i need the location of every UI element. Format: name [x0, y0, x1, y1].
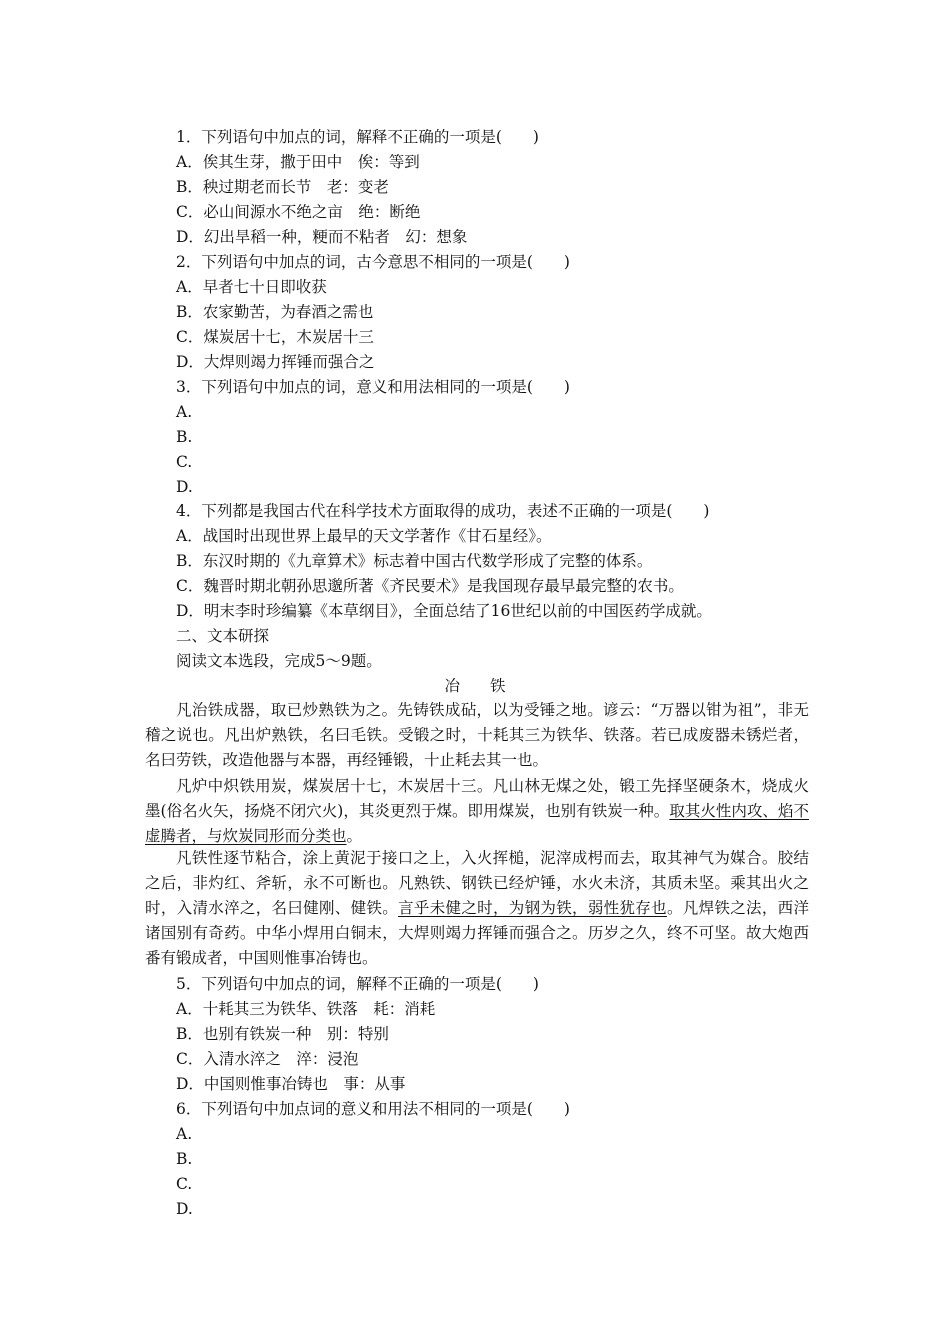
q4-option-c: C．魏晋时期北朝孙思邈所著《齐民要术》是我国现存最早最完整的农书。: [176, 577, 684, 595]
q4-option-a: A．战国时出现世界上最早的天文学著作《甘石星经》。: [176, 527, 552, 545]
q3-option-b: B.: [176, 428, 193, 446]
q5-option-c: C．入清水淬之 淬：浸泡: [176, 1050, 359, 1068]
q5-option-a: A．十耗其三为铁华、铁落 耗：消耗: [176, 1000, 436, 1018]
passage-title-char-1: 冶: [444, 677, 460, 695]
p2-text-a: 凡炉中炽铁用炭，煤炭居十七，木炭居十三。凡山林无煤之处，锻工先择坚硬条木，烧成火墨(俗名火矢，扬烧不闭穴火)，其炎更烈于煤。即用煤炭，也别有铁炭一种。: [145, 777, 809, 820]
q2-option-a: A．早者七十日即收获: [176, 278, 327, 296]
q6-option-d: D.: [176, 1200, 193, 1218]
q4-option-d: D．明末李时珍编纂《本草纲目》，全面总结了16世纪以前的中国医药学成就。: [176, 602, 712, 620]
q3-option-d: D.: [176, 478, 193, 496]
q4-stem: 4．下列都是我国古代在科学技术方面取得的成功，表述不正确的一项是( ): [176, 502, 710, 520]
q1-option-c: C．必山间源水不绝之亩 绝：断绝: [176, 203, 421, 221]
q1-option-d: D．幻出旱稻一种，粳而不粘者 幻：想象: [176, 228, 468, 246]
passage-paragraph-1: 凡治铁成器，取已炒熟铁为之。先铸铁成砧，以为受锤之地。谚云：“万器以钳为祖”，非无稽之说也。凡出炉熟铁，名曰毛铁。受锻之时，十耗其三为铁华、铁落。若已成废器未锈烂者，名曰劳铁，改造他器与本器，再经锤锻，十止耗去其一也。: [145, 701, 809, 769]
q3-option-a: A.: [176, 403, 193, 421]
q5-stem: 5．下列语句中加点的词，解释不正确的一项是( ): [176, 975, 539, 993]
passage-title: [0, 675, 950, 697]
p3-text-a: 凡铁性逐节粘合，涂上黄泥于接口之上，入火挥槌，泥滓成枵而去，取其神气为媒合。胶结之后，非灼红、斧斩，永不可断也。凡熟铁、钢铁已经炉锤，水火未济，其质未坚。乘其出火之时，入清水淬之，名曰健刚、健铁。: [145, 849, 809, 917]
q6-option-a: A.: [176, 1125, 193, 1143]
q2-stem: 2．下列语句中加点的词，古今意思不相同的一项是( ): [176, 253, 570, 271]
q2-option-d: D．大焊则竭力挥锤而强合之: [176, 353, 375, 371]
q6-option-b: B.: [176, 1150, 193, 1168]
q3-stem: 3．下列语句中加点的词，意义和用法相同的一项是( ): [176, 378, 570, 396]
q4-option-b: B．东汉时期的《九章算术》标志着中国古代数学形成了完整的体系。: [176, 552, 653, 570]
passage-paragraph-3: [145, 846, 809, 971]
q1-option-a: A．俟其生芽，撒于田中 俟：等到: [176, 153, 420, 171]
q3-option-c: C.: [176, 453, 193, 471]
q5-option-b: B．也别有铁炭一种 别：特别: [176, 1025, 389, 1043]
q1-option-b: B．秧过期老而长节 老：变老: [176, 178, 389, 196]
q5-option-d: D．中国则惟事冶铸也 事：从事: [176, 1075, 406, 1093]
passage-paragraph-2: [145, 774, 809, 849]
p2-underlined-sentence: 取其火性内攻、焰不虚腾者，与炊炭同形而分类也: [145, 802, 809, 845]
q2-option-c: C．煤炭居十七，木炭居十三: [176, 328, 374, 346]
q6-stem: 6．下列语句中加点词的意义和用法不相同的一项是( ): [176, 1100, 570, 1118]
p3-text-b: 。凡焊铁之法，西洋诸国别有奇药。中华小焊用白铜末，大焊则竭力挥锤而强合之。历岁之久，终不可坚。故大炮西番有锻成者，中国则惟事冶铸也。: [145, 899, 809, 967]
section-instruction: 阅读文本选段，完成5～9题。: [176, 652, 382, 670]
q6-option-c: C.: [176, 1175, 193, 1193]
p2-text-b: 。: [346, 827, 363, 845]
p3-underlined-sentence: 言乎未健之时，为钢为铁，弱性犹存也: [398, 899, 667, 917]
q2-option-b: B．农家勤苦，为春酒之需也: [176, 303, 374, 321]
section-heading: 二、文本研探: [176, 627, 270, 645]
passage-title-char-2: 铁: [490, 677, 506, 695]
q1-stem: 1．下列语句中加点的词，解释不正确的一项是( ): [176, 128, 539, 146]
